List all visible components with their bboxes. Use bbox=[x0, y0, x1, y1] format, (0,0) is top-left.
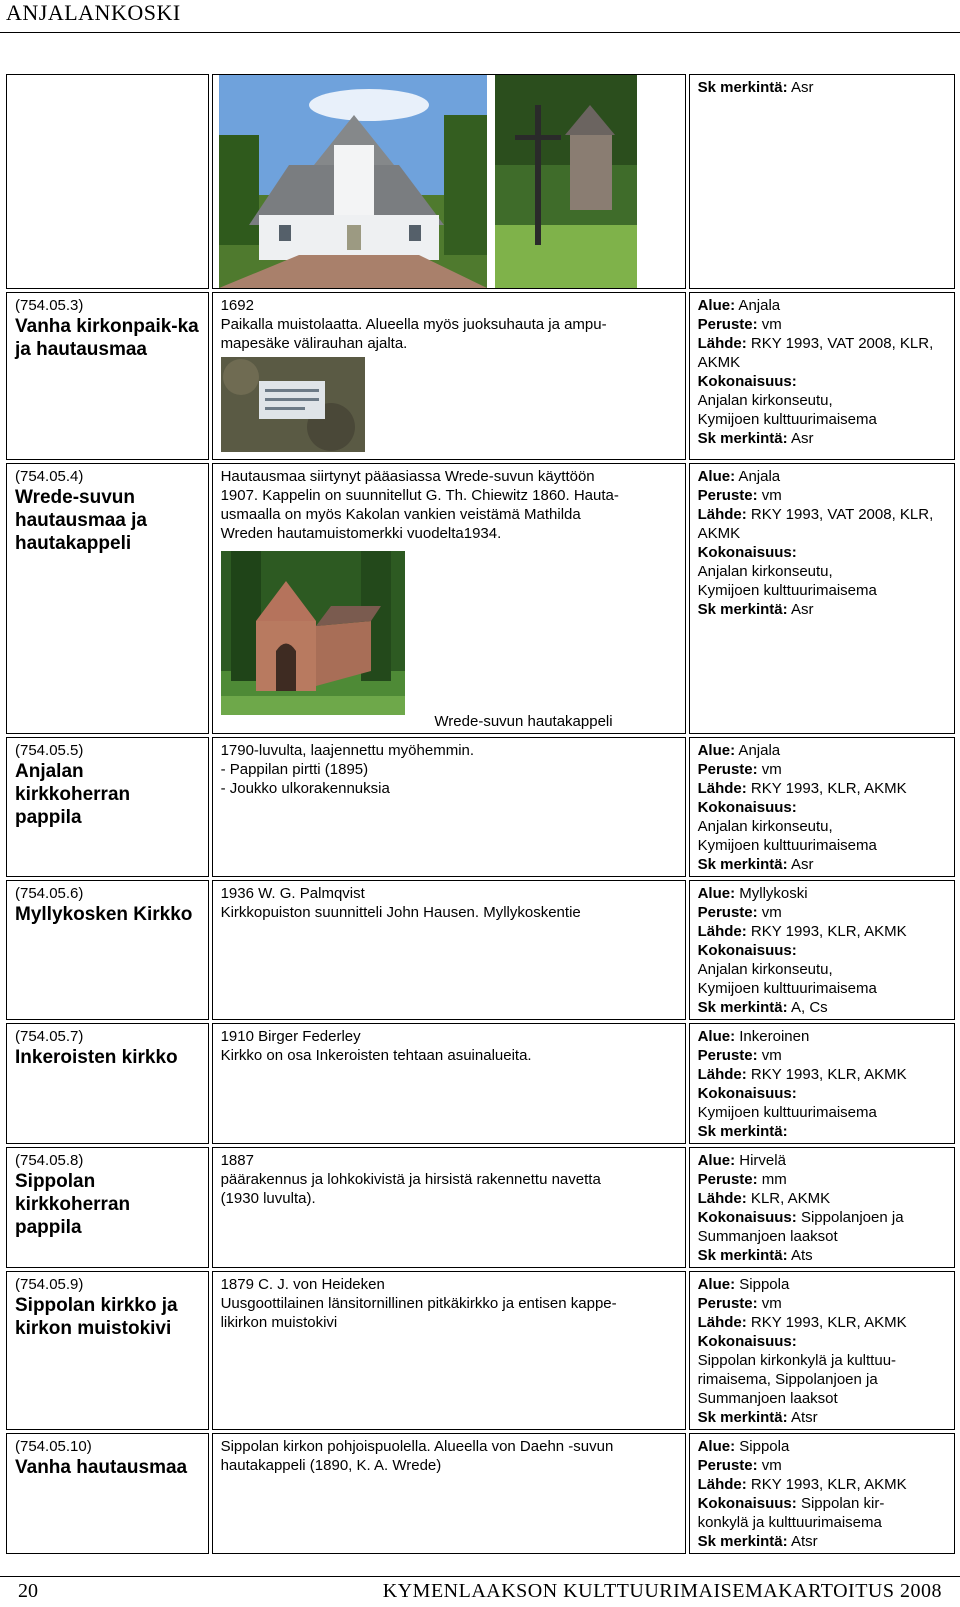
attributes-cell bbox=[689, 1433, 955, 1554]
alue-value: Inkeroinen bbox=[735, 1028, 810, 1045]
number-cell bbox=[6, 1433, 209, 1554]
description-line: Hautausmaa siirtynyt pääasiassa Wrede-suvun käyttöön bbox=[220, 468, 595, 485]
photo-cell bbox=[212, 74, 686, 289]
peruste-value: vm bbox=[757, 1457, 782, 1474]
header-rule bbox=[0, 32, 960, 33]
sk-label: Sk merkintä: bbox=[697, 430, 788, 447]
description-line: 1936 W. G. Palmqvist bbox=[220, 885, 365, 902]
description-line: - Pappilan pirtti (1895) bbox=[220, 761, 369, 778]
table-row bbox=[6, 880, 955, 1020]
peruste-label: Peruste: bbox=[697, 1295, 758, 1312]
description-cell bbox=[212, 1433, 686, 1554]
entry-name: Myllykosken Kirkko bbox=[15, 904, 193, 925]
number-cell bbox=[6, 880, 209, 1020]
peruste-value: mm bbox=[757, 1171, 787, 1188]
peruste-label: Peruste: bbox=[697, 1047, 758, 1064]
peruste-label: Peruste: bbox=[697, 761, 758, 778]
entry-number: (754.05.7) bbox=[15, 1028, 84, 1045]
attributes-cell bbox=[689, 292, 955, 460]
sk-value: Asr bbox=[787, 856, 814, 873]
alue-label: Alue: bbox=[697, 1438, 736, 1455]
entry-number: (754.05.10) bbox=[15, 1438, 92, 1455]
lahde-value: RKY 1993, KLR, AKMK bbox=[746, 1314, 907, 1331]
sk-value: Asr bbox=[787, 430, 814, 447]
attributes-cell bbox=[689, 880, 955, 1020]
lahde-label: Lähde: bbox=[697, 1066, 747, 1083]
kokonaisuus-label: Kokonaisuus: bbox=[697, 942, 797, 959]
peruste-label: Peruste: bbox=[697, 1171, 758, 1188]
number-cell bbox=[6, 1147, 209, 1268]
lahde-value: RKY 1993, KLR, AKMK bbox=[746, 1066, 907, 1083]
sk-value: Atsr bbox=[787, 1533, 818, 1550]
page-header-title: ANJALANKOSKI bbox=[6, 0, 181, 25]
description-line: Sippolan kirkon pohjoispuolella. Alueella von Daehn -suvun bbox=[220, 1438, 614, 1455]
alue-value: Hirvelä bbox=[735, 1152, 786, 1169]
entry-name: Sippolan kirkkoherran pappila bbox=[15, 1171, 131, 1238]
sk-value: A, Cs bbox=[787, 999, 828, 1016]
description-line: 1692 bbox=[220, 297, 254, 314]
entry-number: (754.05.8) bbox=[15, 1152, 84, 1169]
church-photo bbox=[219, 75, 487, 288]
sk-label: Sk merkintä: bbox=[697, 601, 788, 618]
description-cell bbox=[212, 1147, 686, 1268]
description-cell bbox=[212, 1271, 686, 1430]
entry-name: Anjalan kirkkoherran pappila bbox=[15, 761, 131, 828]
kokonaisuus-line: Kymijoen kulttuurimaisema bbox=[697, 1104, 877, 1121]
alue-label: Alue: bbox=[697, 742, 736, 759]
description-line: 1879 C. J. von Heideken bbox=[220, 1276, 385, 1293]
number-cell bbox=[6, 463, 209, 734]
peruste-label: Peruste: bbox=[697, 487, 758, 504]
peruste-value: vm bbox=[757, 904, 782, 921]
entry-name: Inkeroisten kirkko bbox=[15, 1047, 178, 1068]
description-line: likirkon muistokivi bbox=[220, 1314, 338, 1331]
chapel-photo bbox=[221, 551, 405, 715]
page-number: 20 bbox=[18, 1580, 38, 1602]
lahde-label: Lähde: bbox=[697, 1476, 747, 1493]
description-cell bbox=[212, 880, 686, 1020]
alue-value: Anjala bbox=[735, 468, 781, 485]
lahde-label: Lähde: bbox=[697, 506, 747, 523]
footer-title: KYMENLAAKSON KULTTUURIMAISEMAKARTOITUS 2008 bbox=[382, 1580, 942, 1602]
attributes-cell bbox=[689, 74, 955, 289]
entry-name: Sippolan kirkko ja kirkon muistokivi bbox=[15, 1295, 178, 1339]
kokonaisuus-label: Kokonaisuus: bbox=[697, 1333, 797, 1350]
entry-name: Vanha kirkonpaik-ka ja hautausmaa bbox=[15, 316, 199, 360]
entry-number: (754.05.3) bbox=[15, 297, 84, 314]
peruste-value: vm bbox=[757, 316, 782, 333]
entry-number: (754.05.4) bbox=[15, 468, 84, 485]
number-cell bbox=[6, 74, 209, 289]
table-row bbox=[6, 463, 955, 734]
sk-value: Atsr bbox=[787, 1409, 818, 1426]
sk-value: Ats bbox=[787, 1247, 813, 1264]
lahde-value: RKY 1993, KLR, AKMK bbox=[746, 1476, 907, 1493]
sk-label: Sk merkintä: bbox=[697, 856, 788, 873]
description-line: usmaalla on myös Kakolan vankien veistämä Mathilda bbox=[220, 506, 581, 523]
photo-caption: Wrede-suvun hautakappeli bbox=[434, 713, 613, 730]
sk-value: Asr bbox=[787, 601, 814, 618]
description-line: hautakappeli (1890, K. A. Wrede) bbox=[220, 1457, 442, 1474]
description-line: Kirkkopuiston suunnitteli John Hausen. Myllykoskentie bbox=[220, 904, 581, 921]
attributes-cell bbox=[689, 1023, 955, 1144]
alue-value: Anjala bbox=[735, 742, 781, 759]
sk-label: Sk merkintä: bbox=[697, 999, 788, 1016]
bell-tower-photo bbox=[495, 75, 637, 288]
sk-label: Sk merkintä: bbox=[697, 1247, 788, 1264]
table-row bbox=[6, 1023, 955, 1144]
table-row bbox=[6, 292, 955, 460]
sk-label: Sk merkintä: bbox=[697, 1409, 788, 1426]
alue-value: Sippola bbox=[735, 1276, 790, 1293]
lahde-label: Lähde: bbox=[697, 780, 747, 797]
description-line: Uusgoottilainen länsitornillinen pitkäkirkko ja entisen kappe- bbox=[220, 1295, 617, 1312]
entry-number: (754.05.9) bbox=[15, 1276, 84, 1293]
description-cell bbox=[212, 463, 686, 734]
peruste-value: vm bbox=[757, 1047, 782, 1064]
kokonaisuus-label: Kokonaisuus: bbox=[697, 373, 797, 390]
number-cell bbox=[6, 1023, 209, 1144]
kokonaisuus-label: Kokonaisuus: bbox=[697, 1085, 797, 1102]
lahde-value: RKY 1993, KLR, AKMK bbox=[746, 923, 907, 940]
kokonaisuus-line: Anjalan kirkonseutu, bbox=[697, 818, 833, 835]
kokonaisuus-label: Kokonaisuus: bbox=[697, 544, 797, 561]
peruste-value: vm bbox=[757, 761, 782, 778]
lahde-label: Lähde: bbox=[697, 1314, 747, 1331]
lahde-value: RKY 1993, VAT 2008, KLR, AKMK bbox=[697, 335, 934, 371]
table-row bbox=[6, 1433, 955, 1554]
kokonaisuus-value: Sippolanjoen ja bbox=[796, 1209, 904, 1226]
alue-value: Sippola bbox=[735, 1438, 790, 1455]
description-line: mapesäke välirauhan ajalta. bbox=[220, 335, 408, 352]
lahde-value: KLR, AKMK bbox=[746, 1190, 831, 1207]
kokonaisuus-line: konkylä ja kulttuurimaisema bbox=[697, 1514, 882, 1531]
peruste-label: Peruste: bbox=[697, 904, 758, 921]
number-cell bbox=[6, 292, 209, 460]
attributes-cell bbox=[689, 463, 955, 734]
kokonaisuus-label: Kokonaisuus: bbox=[697, 799, 797, 816]
alue-label: Alue: bbox=[697, 1028, 736, 1045]
description-line: 1790-luvulta, laajennettu myöhemmin. bbox=[220, 742, 475, 759]
kokonaisuus-line: Kymijoen kulttuurimaisema bbox=[697, 837, 877, 854]
kokonaisuus-label: Kokonaisuus: bbox=[697, 1495, 797, 1512]
alue-label: Alue: bbox=[697, 468, 736, 485]
description-line: Paikalla muistolaatta. Alueella myös juoksuhauta ja ampu- bbox=[220, 316, 607, 333]
peruste-value: vm bbox=[757, 487, 782, 504]
attributes-cell bbox=[689, 737, 955, 877]
description-line: (1930 luvulta). bbox=[220, 1190, 316, 1207]
description-cell bbox=[212, 737, 686, 877]
description-line: 1907. Kappelin on suunnitellut G. Th. Chiewitz 1860. Hauta- bbox=[220, 487, 619, 504]
inventory-table bbox=[3, 71, 958, 1557]
attributes-cell bbox=[689, 1147, 955, 1268]
kokonaisuus-line: Anjalan kirkonseutu, bbox=[697, 961, 833, 978]
footer-rule bbox=[0, 1576, 960, 1577]
sk-label: Sk merkintä: bbox=[697, 79, 788, 96]
description-line: Wreden hautamuistomerkki vuodelta1934. bbox=[220, 525, 502, 542]
kokonaisuus-line: Kymijoen kulttuurimaisema bbox=[697, 582, 877, 599]
table-row bbox=[6, 1271, 955, 1430]
kokonaisuus-line: Summanjoen laaksot bbox=[697, 1228, 838, 1245]
alue-label: Alue: bbox=[697, 1276, 736, 1293]
description-line: 1887 bbox=[220, 1152, 254, 1169]
description-line: Kirkko on osa Inkeroisten tehtaan asuinalueita. bbox=[220, 1047, 532, 1064]
kokonaisuus-label: Kokonaisuus: bbox=[697, 1209, 797, 1226]
number-cell bbox=[6, 1271, 209, 1430]
kokonaisuus-line: rimaisema, Sippolanjoen ja bbox=[697, 1371, 878, 1388]
memorial-plaque-photo bbox=[221, 357, 365, 452]
attributes-cell bbox=[689, 1271, 955, 1430]
entry-name: Vanha hautausmaa bbox=[15, 1457, 188, 1478]
kokonaisuus-line: Kymijoen kulttuurimaisema bbox=[697, 411, 877, 428]
entry-number: (754.05.6) bbox=[15, 885, 84, 902]
table-row bbox=[6, 737, 955, 877]
kokonaisuus-line: Sippolan kirkonkylä ja kulttuu- bbox=[697, 1352, 897, 1369]
number-cell bbox=[6, 737, 209, 877]
peruste-value: vm bbox=[757, 1295, 782, 1312]
alue-label: Alue: bbox=[697, 885, 736, 902]
kokonaisuus-value: Sippolan kir- bbox=[796, 1495, 885, 1512]
sk-value: Asr bbox=[787, 79, 814, 96]
alue-value: Myllykoski bbox=[735, 885, 808, 902]
kokonaisuus-line: Summanjoen laaksot bbox=[697, 1390, 838, 1407]
entry-name: Wrede-suvun hautausmaa ja hautakappeli bbox=[15, 487, 147, 554]
lahde-label: Lähde: bbox=[697, 335, 747, 352]
alue-label: Alue: bbox=[697, 297, 736, 314]
lahde-label: Lähde: bbox=[697, 1190, 747, 1207]
sk-label: Sk merkintä: bbox=[697, 1123, 788, 1140]
entry-number: (754.05.5) bbox=[15, 742, 84, 759]
peruste-label: Peruste: bbox=[697, 316, 758, 333]
description-cell bbox=[212, 292, 686, 460]
alue-label: Alue: bbox=[697, 1152, 736, 1169]
kokonaisuus-line: Kymijoen kulttuurimaisema bbox=[697, 980, 877, 997]
table-row bbox=[6, 74, 955, 289]
sk-label: Sk merkintä: bbox=[697, 1533, 788, 1550]
description-cell bbox=[212, 1023, 686, 1144]
description-line: päärakennus ja lohkokivistä ja hirsistä rakennettu navetta bbox=[220, 1171, 601, 1188]
lahde-value: RKY 1993, KLR, AKMK bbox=[746, 780, 907, 797]
peruste-label: Peruste: bbox=[697, 1457, 758, 1474]
description-line: - Joukko ulkorakennuksia bbox=[220, 780, 390, 797]
kokonaisuus-line: Anjalan kirkonseutu, bbox=[697, 392, 833, 409]
lahde-value: RKY 1993, VAT 2008, KLR, AKMK bbox=[697, 506, 934, 542]
kokonaisuus-line: Anjalan kirkonseutu, bbox=[697, 563, 833, 580]
lahde-label: Lähde: bbox=[697, 923, 747, 940]
table-row bbox=[6, 1147, 955, 1268]
alue-value: Anjala bbox=[735, 297, 781, 314]
description-line: 1910 Birger Federley bbox=[220, 1028, 361, 1045]
